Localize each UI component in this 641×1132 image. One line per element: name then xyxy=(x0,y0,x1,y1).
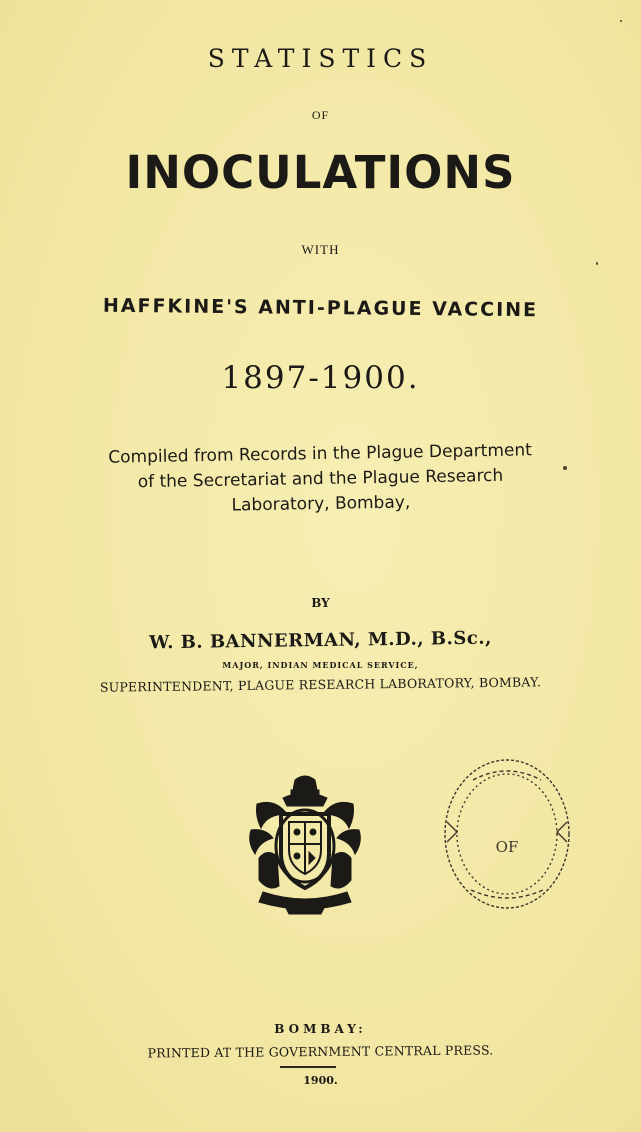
library-stamp-icon xyxy=(435,752,580,914)
compiled-line: Compiled from Records in the Plague Department xyxy=(108,440,532,468)
stamp-text: OF xyxy=(495,838,519,856)
author-position: SUPERINTENDENT, PLAGUE RESEARCH LABORATORY, BOMBAY. xyxy=(99,674,542,695)
compiled-line: of the Secretariat and the Plague Research xyxy=(137,465,504,493)
printer-line: PRINTED AT THE GOVERNMENT CENTRAL PRESS. xyxy=(147,1042,494,1061)
divider-rule xyxy=(280,1066,336,1068)
author-rank: MAJOR, INDIAN MEDICAL SERVICE, xyxy=(222,660,419,670)
of-text: OF xyxy=(311,108,330,122)
year-range: 1897-1900. xyxy=(221,360,420,396)
vaccine-heading: HAFFKINE'S ANTI-PLAGUE VACCINE xyxy=(102,294,539,322)
by-text: BY xyxy=(311,596,330,610)
compiled-statement xyxy=(0,436,641,522)
inoculations-title: INOCULATIONS xyxy=(125,146,516,199)
with-text: WITH xyxy=(301,242,340,257)
publication-place: BOMBAY: xyxy=(274,1022,367,1036)
coat-of-arms-icon xyxy=(245,774,365,916)
statistics-heading: STATISTICS xyxy=(207,44,434,73)
paper-speck xyxy=(563,466,567,470)
paper-speck xyxy=(620,20,622,22)
publication-year: 1900. xyxy=(303,1074,338,1087)
author-name: W. B. BANNERMAN, M.D., B.Sc., xyxy=(149,627,492,654)
paper-speck xyxy=(596,262,598,265)
compiled-line: Laboratory, Bombay, xyxy=(231,492,411,516)
